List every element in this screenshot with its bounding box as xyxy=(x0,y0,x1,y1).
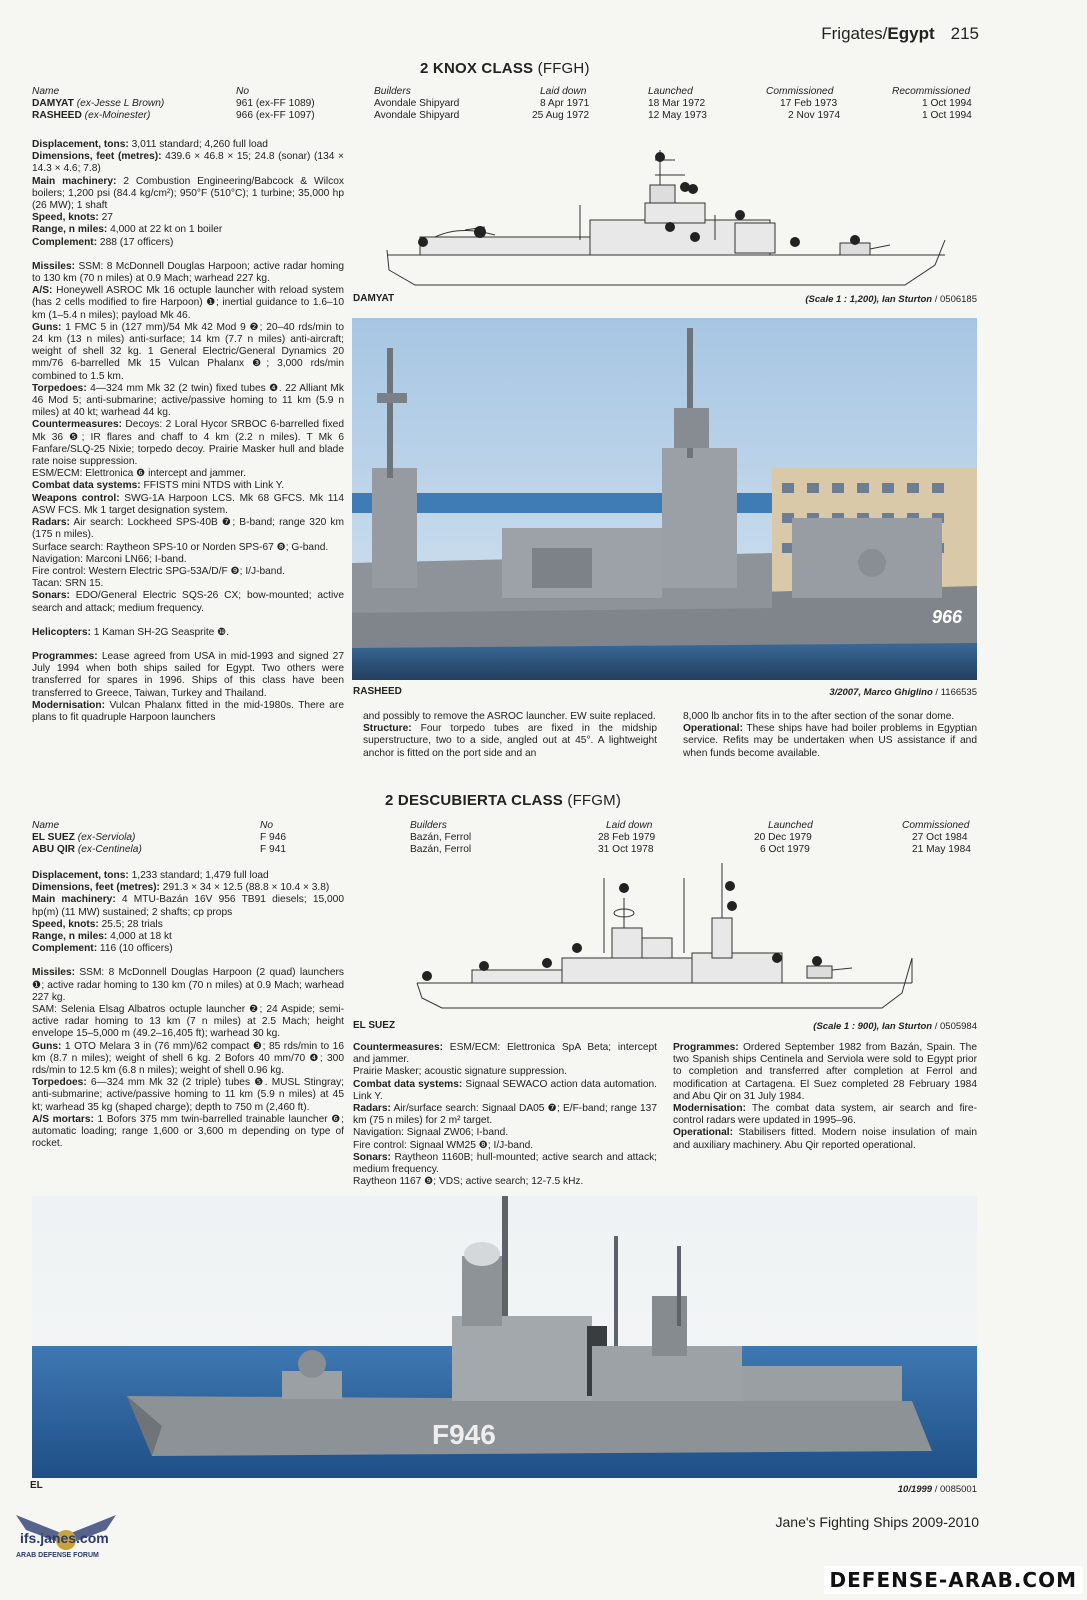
spec-key: Weapons control: xyxy=(32,492,120,504)
drawing-credit-text: (Scale 1 : 1,200), Ian Sturton xyxy=(805,294,933,305)
spec-entry xyxy=(32,419,344,468)
spec-key: Displacement, tons: xyxy=(32,139,129,150)
spec-entry xyxy=(32,542,344,554)
spec-entry xyxy=(32,285,344,322)
forum-text: ARAB DEFENSE FORUM xyxy=(16,1552,99,1559)
ship-builder: Avondale Shipyard xyxy=(374,98,460,109)
col-header-name: Name xyxy=(32,820,60,831)
ship-recommissioned: 1 Oct 1994 xyxy=(922,98,972,109)
spec-entry xyxy=(32,651,344,700)
knox-line-drawing xyxy=(385,145,965,290)
spec-entry xyxy=(32,517,344,541)
knox-photo-credit xyxy=(829,687,977,698)
spec-value: 2 Combustion Engineering/Babcock & Wilcox boilers; 1,200 psi (84.4 kg/cm²); 950°F (510°C); 1 turbine; 35,000 hp (26 MW); 1 shaft xyxy=(32,175,344,212)
desc-class-title xyxy=(385,792,621,809)
spec-value: Navigation: Signaal ZW06; I-band. xyxy=(353,1127,509,1139)
spec-entry xyxy=(673,1103,977,1127)
spec-entry xyxy=(32,700,344,724)
spec-spacer xyxy=(32,639,344,651)
desc-specs-column xyxy=(32,870,344,1150)
spec-value: FFISTS mini NTDS with Link Y. xyxy=(140,480,285,492)
spec-key: Missiles: xyxy=(32,260,76,272)
spec-spacer xyxy=(32,249,344,261)
table-row xyxy=(32,110,150,122)
spec-entry xyxy=(32,967,344,1004)
spec-key: Main machinery: xyxy=(32,894,116,906)
spec-key: Range, n miles: xyxy=(32,931,108,943)
photo-id: / 1166535 xyxy=(932,687,977,698)
spec-key: Combat data systems: xyxy=(353,1078,463,1090)
spec-key: Displacement, tons: xyxy=(32,870,129,881)
spec-key: Helicopters: xyxy=(32,626,91,638)
spec-value: 439.6 × 46.8 × 15; 24.8 (sonar) (134 × 14.3 × 4.6; 7.8) xyxy=(32,151,344,175)
spec-key: Radars: xyxy=(32,517,70,529)
spec-value: 4—324 mm Mk 32 (2 twin) fixed tubes ❹. 22 Alliant Mk 46 Mod 5; anti-submarine; active/passive homing to 11 km (5.9 n miles) at 40 kt; warhead 44 kg. xyxy=(32,382,344,419)
ship-commissioned: 27 Oct 1984 xyxy=(912,832,968,843)
desc-photo-caption: EL xyxy=(30,1480,43,1491)
spec-key: A/S: xyxy=(32,285,53,297)
spec-entry xyxy=(32,212,344,224)
spec-value: Navigation: Marconi LN66; I-band. xyxy=(32,553,187,565)
spec-entry xyxy=(673,1042,977,1103)
spec-entry xyxy=(32,566,344,578)
spec-spacer xyxy=(32,615,344,627)
spec-entry xyxy=(32,931,344,943)
spec-value: Lease agreed from USA in mid-1993 and signed 27 July 1994 when both ships sailed for Egypt. Two others were transferred for spares in 1996. Ships of this class have been transferred to Greece, Taiwan, Turkey and Thailand. xyxy=(32,650,344,699)
country-label: Egypt xyxy=(887,24,935,43)
knox-operational xyxy=(683,723,977,760)
desc-col2 xyxy=(353,1042,657,1188)
spec-value: Prairie Masker; acoustic signature suppression. xyxy=(353,1066,568,1078)
photo-pennant-number: 966 xyxy=(932,607,963,627)
spec-entry xyxy=(353,1127,657,1139)
col-header-laid: Laid down xyxy=(540,86,587,97)
spec-key: Dimensions, feet (metres): xyxy=(32,151,162,163)
desc-photo-credit xyxy=(898,1484,977,1495)
spec-value: 1,233 standard; 1,479 full load xyxy=(128,870,269,881)
knox-drawing-caption: DAMYAT xyxy=(353,293,395,304)
spec-key: Missiles: xyxy=(32,967,76,979)
desc-title-text: 2 DESCUBIERTA CLASS xyxy=(385,792,563,809)
knox-col2-text: and possibly to remove the ASROC launcher. EW suite replaced. xyxy=(363,711,656,722)
spec-value: SSM: 8 McDonnell Douglas Harpoon (2 quad) launchers ❶; active radar homing to 130 km (70 n miles) at 0.9 Mach; warhead 227 kg. xyxy=(32,967,344,1003)
ship-name: RASHEED xyxy=(32,110,82,121)
page-number: 215 xyxy=(950,24,979,43)
spec-entry xyxy=(32,261,344,285)
spec-entry xyxy=(32,1077,344,1114)
spec-value: 1 FMC 5 in (127 mm)/54 Mk 42 Mod 9 ❷; 20–40 rds/min to 24 km (13 n miles) anti-surface; 14 km (7.7 n miles) anti-aircraft; weight of shell 32 kg. 1 General Electric/General Dynamics 20 mm/76 6-barrelled Mk 15 Vulcan Phalanx ❸; 3,000 rds/min combined to 1.5 km. xyxy=(32,321,344,382)
col-header-recommissioned: Recommissioned xyxy=(892,86,971,97)
spec-value: 27 xyxy=(98,212,113,224)
ship-commissioned: 17 Feb 1973 xyxy=(780,98,838,109)
spec-key: Programmes: xyxy=(32,650,98,662)
ship-commissioned: 21 May 1984 xyxy=(912,844,971,855)
page-footer: Jane's Fighting Ships 2009-2010 xyxy=(775,1514,979,1530)
spec-entry xyxy=(353,1152,657,1176)
spec-entry xyxy=(353,1140,657,1152)
spec-key: Modernisation: xyxy=(32,699,106,711)
ship-ex-name: (ex-Moinester) xyxy=(84,110,151,121)
table-row xyxy=(32,832,135,844)
ship-recommissioned: 1 Oct 1994 xyxy=(922,110,972,121)
ship-name: ABU QIR xyxy=(32,844,76,855)
spec-value: The combat data system, air search and fire-control radars were updated in 1995–96. xyxy=(673,1103,977,1127)
spec-value: ESM/ECM: Elettronica ❻ intercept and jammer. xyxy=(32,468,247,480)
ifs-logo xyxy=(6,1510,126,1570)
spec-entry xyxy=(32,554,344,566)
spec-key: Programmes: xyxy=(673,1042,739,1053)
ifs-text: ifs.janes.com xyxy=(20,1530,109,1546)
table-row xyxy=(32,98,164,110)
spec-value: EDO/General Electric SQS-26 CX; bow-mounted; active search and attack; medium frequency. xyxy=(32,590,344,614)
spec-value: 291.3 × 34 × 12.5 (88.8 × 10.4 × 3.8) xyxy=(159,882,330,894)
drawing-id: / 0505984 xyxy=(932,1021,977,1032)
spec-value: 6—324 mm Mk 32 (2 triple) tubes ❺. MUSL Stingray; anti-submarine; active/passive homing to 11 km (5.9 n miles) at 45 kt; warhead 35 kg (shaped charge); depth to 750 m (2,460 ft). xyxy=(32,1077,344,1113)
ship-no: F 946 xyxy=(260,832,287,843)
desc-drawing-credit xyxy=(813,1021,977,1032)
spec-value: Air search: Lockheed SPS-40B ❼; B-band; range 320 km (175 n miles). xyxy=(32,517,344,541)
spec-entry xyxy=(32,224,344,236)
col-header-commissioned: Commissioned xyxy=(766,86,834,97)
spec-value: Tacan: SRN 15. xyxy=(32,578,104,590)
spec-key: Dimensions, feet (metres): xyxy=(32,882,160,894)
section-label: Frigates/ xyxy=(821,24,888,43)
knox-drawing-credit xyxy=(805,294,977,305)
spec-entry xyxy=(32,919,344,931)
spec-key: Speed, knots: xyxy=(32,212,99,224)
ship-launched: 12 May 1973 xyxy=(648,110,707,121)
spec-entry xyxy=(353,1042,657,1066)
knox-specs-column xyxy=(32,139,344,724)
spec-entry xyxy=(32,870,344,882)
spec-entry xyxy=(673,1127,977,1151)
spec-key: Torpedoes: xyxy=(32,382,87,394)
col-header-commissioned: Commissioned xyxy=(902,820,970,831)
spec-key: Guns: xyxy=(32,1040,62,1052)
spec-entry xyxy=(32,1004,344,1041)
ship-launched: 18 Mar 1972 xyxy=(648,98,706,109)
spec-value: SWG-1A Harpoon LCS. Mk 68 GFCS. Mk 114 ASW FCS. Mk 1 target designation system. xyxy=(32,492,344,516)
ship-ex-name: (ex-Serviola) xyxy=(77,832,136,843)
spec-value: 288 (17 officers) xyxy=(97,236,174,248)
spec-value: Raytheon 1167 ❾; VDS; active search; 12-7.5 kHz. xyxy=(353,1176,584,1188)
photo-pennant-number: F946 xyxy=(432,1419,496,1450)
spec-value: 25.5; 28 trials xyxy=(98,918,163,930)
desc-line-drawing xyxy=(412,858,917,1018)
spec-key: Radars: xyxy=(353,1103,391,1115)
photo-id: / 0085001 xyxy=(932,1484,977,1495)
ship-laid: 25 Aug 1972 xyxy=(532,110,590,121)
ship-no: F 941 xyxy=(260,844,287,855)
spec-value: Decoys: 2 Loral Hycor SRBOC 6-barrelled fixed Mk 36 ❺; IR flares and chaff to 4 km (2.2 n miles). T Mk 6 Fanfare/SLQ-25 Nixie; torpedo decoy. Prairie Masker hull and blade rate noise suppression. xyxy=(32,419,344,468)
spec-entry xyxy=(32,1114,344,1151)
spec-value: Honeywell ASROC Mk 16 octuple launcher with reload system (has 2 cells modified to fire Harpoon) ❶; inertial guidance to 1.6–10 km (1–5.4 n miles); payload Mk 46. xyxy=(32,285,344,321)
ship-launched: 20 Dec 1979 xyxy=(754,832,812,843)
ship-name: EL SUEZ xyxy=(32,832,75,843)
spec-value: Fire control: Signaal WM25 ❽; I/J-band. xyxy=(353,1139,534,1151)
spec-key: Countermeasures: xyxy=(32,419,123,431)
knox-structure xyxy=(363,723,657,760)
spec-key: Countermeasures: xyxy=(353,1042,444,1053)
col-header-launched: Launched xyxy=(768,820,813,831)
spec-value: 4,000 at 18 kt xyxy=(107,931,172,943)
spec-entry xyxy=(32,894,344,918)
col-header-builders: Builders xyxy=(374,86,411,97)
ship-builder: Bazán, Ferrol xyxy=(410,832,472,843)
ship-commissioned: 2 Nov 1974 xyxy=(788,110,841,121)
spec-entry xyxy=(32,139,344,151)
spec-key: Operational: xyxy=(673,1127,734,1139)
ship-no: 966 (ex-FF 1097) xyxy=(236,110,315,121)
spec-key: Main machinery: xyxy=(32,175,117,187)
ship-laid: 8 Apr 1971 xyxy=(540,98,590,109)
drawing-id: / 0506185 xyxy=(932,294,977,305)
spec-entry xyxy=(32,493,344,517)
spec-entry xyxy=(32,578,344,590)
site-watermark[interactable]: DEFENSE-ARAB.COM xyxy=(824,1566,1083,1594)
spec-value: ESM/ECM: Elettronica SpA Beta; intercept and jammer. xyxy=(353,1042,657,1066)
desc-drawing-caption: EL SUEZ xyxy=(353,1020,396,1031)
spec-entry xyxy=(353,1079,657,1103)
knox-col2 xyxy=(363,711,657,760)
ship-laid: 31 Oct 1978 xyxy=(598,844,654,855)
ship-no: 961 (ex-FF 1089) xyxy=(236,98,315,109)
col-header-name: Name xyxy=(32,86,60,97)
knox-col3-text: 8,000 lb anchor fits in to the after section of the sonar dome. xyxy=(683,711,955,722)
spec-entry xyxy=(32,383,344,420)
spec-value: 3,011 standard; 4,260 full load xyxy=(128,139,268,150)
desc-type-text: (FFGM) xyxy=(567,792,622,809)
desc-ship-table xyxy=(32,820,982,860)
spec-value: Stabilisers fitted. Modern noise insulation of main and auxiliary machinery. Abu Qir reported operational. xyxy=(673,1127,977,1151)
col-header-no: No xyxy=(236,86,250,97)
spec-entry xyxy=(353,1103,657,1127)
spec-entry xyxy=(32,151,344,175)
knox-title-text: 2 KNOX CLASS xyxy=(420,60,534,77)
photo-credit-text: 10/1999 xyxy=(897,1484,933,1495)
ship-name: DAMYAT xyxy=(32,98,74,109)
spec-entry xyxy=(32,627,344,639)
structure-key: Structure: xyxy=(363,723,412,735)
spec-key: A/S mortars: xyxy=(32,1113,94,1125)
spec-key: Sonars: xyxy=(32,590,70,602)
spec-value: 4 MTU-Bazán 16V 956 TB91 diesels; 15,000 hp(m) (11 MW) sustained; 2 shafts; cp props xyxy=(32,894,344,918)
ship-builder: Bazán, Ferrol xyxy=(410,844,472,855)
table-row xyxy=(32,844,142,856)
spec-key: Sonars: xyxy=(353,1151,391,1163)
ship-builder: Avondale Shipyard xyxy=(374,110,460,121)
col-header-launched: Launched xyxy=(648,86,693,97)
operational-key: Operational: xyxy=(683,723,744,735)
spec-value: Vulcan Phalanx fitted in the mid-1980s. There are plans to fit quadruple Harpoon launchers xyxy=(32,699,344,723)
knox-class-title xyxy=(420,60,590,77)
spec-entry xyxy=(353,1066,657,1078)
operational-value: These ships have had boiler problems in Egyptian service. Refits may be undertaken when US assistance if and when funds become available. xyxy=(683,723,977,759)
spec-entry xyxy=(32,882,344,894)
spec-value: Air/surface search: Signaal DA05 ❼; E/F-band; range 137 km (75 n miles) for 2 m² target. xyxy=(353,1103,657,1127)
spec-key: Complement: xyxy=(32,943,98,955)
spec-value: Signaal SEWACO action data automation. Link Y. xyxy=(353,1078,657,1102)
spec-value: 4,000 at 22 kt on 1 boiler xyxy=(107,224,223,236)
spec-value: 1 OTO Melara 3 in (76 mm)/62 compact ❸; 85 rds/min to 16 km (8.7 n miles); weight of shell 6 kg. 2 Bofors 40 mm/70 ❹; 300 rds/min to 12.5 km (6.8 n miles); weight of shell 0.96 kg. xyxy=(32,1040,344,1077)
spec-value: Ordered September 1982 from Bazán, Spain. The two Spanish ships Centinela and Serviola were sold to Egypt prior to completion and transferred after completion at Ferrol and modification at Cartagena. El Suez completed 28 February 1984 and Abu Qir on 31 July 1984. xyxy=(673,1042,977,1102)
spec-entry xyxy=(32,1041,344,1078)
knox-col3 xyxy=(683,711,977,760)
spec-key: Speed, knots: xyxy=(32,918,99,930)
spec-value: Surface search: Raytheon SPS-10 or Norden SPS-67 ❽; G-band. xyxy=(32,541,329,553)
rasheed-photo xyxy=(352,318,977,680)
photo-credit-text: 3/2007, Marco Ghiglino xyxy=(829,687,933,698)
spec-value: SSM: 8 McDonnell Douglas Harpoon; active radar homing to 130 km (70 n miles) at 0.9 Mach; warhead 227 kg. xyxy=(32,260,344,285)
spec-entry xyxy=(353,1176,657,1188)
ship-ex-name: (ex-Centinela) xyxy=(77,844,142,855)
ship-ex-name: (ex-Jesse L Brown) xyxy=(76,98,165,109)
spec-spacer xyxy=(32,955,344,967)
spec-entry xyxy=(32,468,344,480)
spec-key: Torpedoes: xyxy=(32,1077,87,1089)
spec-entry xyxy=(32,943,344,955)
desc-col3 xyxy=(673,1042,977,1152)
ship-launched: 6 Oct 1979 xyxy=(760,844,810,855)
structure-value: Four torpedo tubes are fixed in the midship superstructure, two to a side, angled out at 45°. A lightweight anchor is fitted on the port side and an xyxy=(363,723,657,759)
spec-key: Combat data systems: xyxy=(32,480,141,492)
spec-entry xyxy=(32,480,344,492)
knox-type-text: (FFGH) xyxy=(537,60,590,77)
spec-value: 1 Bofors 375 mm twin-barrelled trainable launcher ❻; automatic loading; range 1,600 or 3,600 m depending on type of rocket. xyxy=(32,1113,345,1150)
spec-key: Guns: xyxy=(32,321,62,333)
knox-photo-caption: RASHEED xyxy=(353,686,402,697)
spec-value: 116 (10 officers) xyxy=(97,943,173,955)
knox-ship-table xyxy=(32,86,982,126)
col-header-no: No xyxy=(260,820,274,831)
spec-entry xyxy=(32,237,344,249)
el-suez-photo xyxy=(32,1196,977,1478)
spec-value: Raytheon 1160B; hull-mounted; active search and attack; medium frequency. xyxy=(353,1151,657,1176)
spec-value: SAM: Selenia Elsag Albatros octuple launcher ❷; 24 Aspide; semi-active radar homing to 13 km (7 n miles) at 2.5 Mach; height envelope 15–5,000 m (49.2–16,405 ft); warhead 30 kg. xyxy=(32,1004,344,1040)
spec-value: 1 Kaman SH-2G Seasprite ❿. xyxy=(90,626,230,638)
spec-entry xyxy=(32,176,344,213)
drawing-credit-text: (Scale 1 : 900), Ian Sturton xyxy=(813,1021,933,1032)
spec-key: Range, n miles: xyxy=(32,224,108,236)
page-header xyxy=(821,24,979,44)
spec-key: Modernisation: xyxy=(673,1103,747,1115)
spec-entry xyxy=(32,590,344,614)
spec-value: Fire control: Western Electric SPG-53A/D/F ❾; I/J-band. xyxy=(32,565,285,577)
spec-entry xyxy=(32,322,344,383)
ship-laid: 28 Feb 1979 xyxy=(598,832,656,843)
col-header-laid: Laid down xyxy=(606,820,653,831)
spec-key: Complement: xyxy=(32,236,98,248)
col-header-builders: Builders xyxy=(410,820,447,831)
